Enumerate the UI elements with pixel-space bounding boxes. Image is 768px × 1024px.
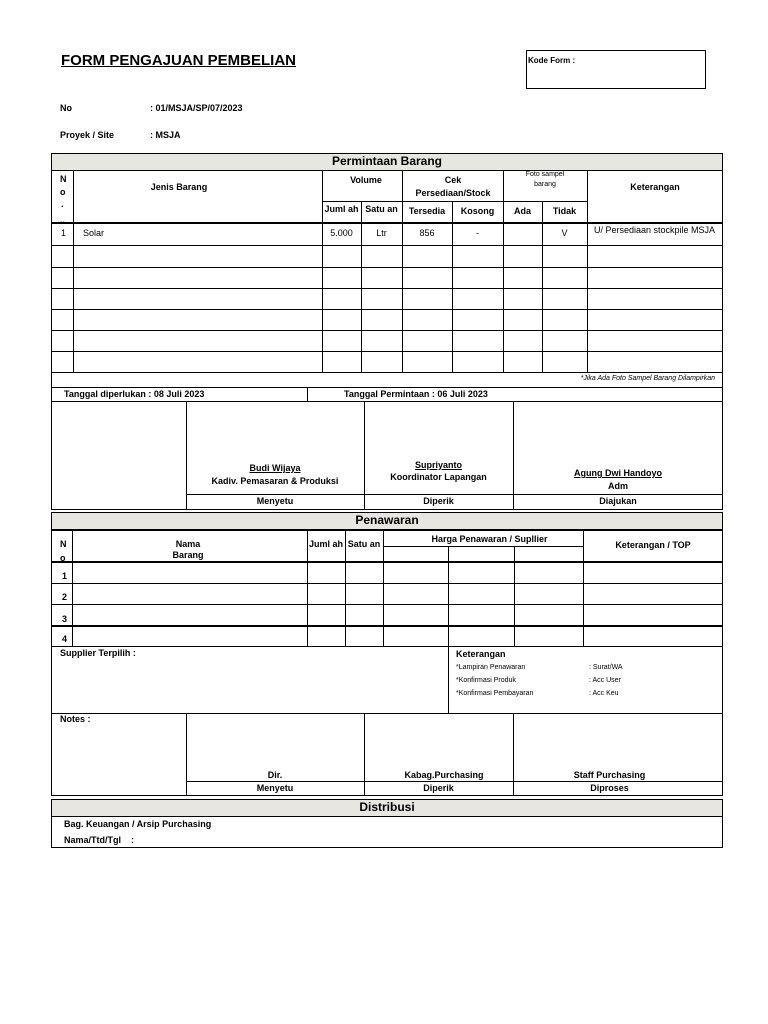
- pen-signer3-action: Diproses: [590, 783, 629, 793]
- row1-tersedia: 856: [419, 228, 435, 238]
- col-no-2: o: [60, 187, 66, 197]
- row1-keterangan: [594, 224, 720, 245]
- note2-value: : Acc User: [589, 677, 621, 684]
- kode-form-label: Kode Form :: [528, 56, 576, 65]
- note2-label: *Konfirmasi Produk: [456, 677, 516, 684]
- tanggal-permintaan: Tanggal Permintaan : 06 Juli 2023: [344, 389, 488, 399]
- row1-jumlah: 5.000: [330, 228, 353, 238]
- proyek-value: : MSJA: [150, 130, 181, 140]
- signer3-role: Adm: [608, 481, 628, 491]
- col-jumlah: [322, 204, 361, 222]
- row1-keterangan-text: U/ Persediaan stockpile MSJA: [594, 225, 716, 235]
- note1-label: *Lampiran Penawaran: [456, 664, 526, 671]
- foto-footnote: *Jika Ada Foto Sampel Barang Dilampirkan: [580, 375, 715, 382]
- penawaran-title: Penawaran: [355, 513, 419, 527]
- col-cek-text: Cek Persediaan/Stock: [415, 175, 491, 198]
- pen-row-2: 2: [62, 592, 68, 602]
- signer2-name: Supriyanto: [414, 460, 462, 470]
- no-label: No: [60, 103, 72, 113]
- tanggal-diperlukan: Tanggal diperlukan : 08 Juli 2023: [64, 389, 205, 399]
- pen-row-4: 4: [62, 634, 68, 644]
- no-value: : 01/MSJA/SP/07/2023: [150, 103, 243, 113]
- distribusi-line2: Nama/Ttd/Tgl :: [64, 835, 135, 845]
- signer1-action: Menyetu: [256, 496, 294, 506]
- pen-col-jumlah: [307, 539, 345, 561]
- pen-col-no-2: o: [60, 553, 66, 561]
- pen-signer2-action: Diperik: [423, 783, 454, 793]
- distribusi-line1: Bag. Keuangan / Arsip Purchasing: [64, 819, 212, 829]
- pen-col-nama: [160, 539, 216, 561]
- signer1-name: Budi Wijaya: [249, 463, 301, 473]
- pen-col-satuan: [345, 539, 383, 561]
- penawaran-section: [51, 512, 723, 796]
- pen-row-3: 3: [62, 614, 68, 624]
- pen-keterangan-label: Keterangan: [456, 649, 506, 659]
- col-volume: Volume: [350, 175, 382, 185]
- pen-row-1: 1: [62, 571, 68, 581]
- pen-signer1-action: Menyetu: [256, 783, 294, 793]
- col-keterangan: Keterangan: [630, 182, 680, 192]
- col-jenis-barang: Jenis Barang: [150, 182, 208, 192]
- signer1-role: Kadiv. Pemasaran & Produksi: [211, 476, 339, 486]
- note1-value: : Surat/WA: [589, 664, 623, 671]
- pen-col-keterangan: Keterangan / TOP: [615, 540, 691, 550]
- pen-col-no-1: N: [60, 539, 67, 549]
- col-no-3: .: [61, 199, 64, 209]
- note3-label: *Konfirmasi Pembayaran: [456, 690, 534, 697]
- notes-label: Notes :: [60, 714, 91, 724]
- pen-col-jumlah-text: Juml ah: [308, 539, 343, 549]
- row1-jenis: Solar: [83, 228, 105, 238]
- col-satuan-text: Satu an: [365, 204, 398, 214]
- note3-value: : Acc Keu: [589, 690, 619, 697]
- col-jumlah-text: Juml ah: [324, 204, 359, 214]
- signer3-name: Agung Dwi Handoyo: [574, 468, 662, 478]
- supplier-terpilih: Supplier Terpilih :: [60, 648, 136, 658]
- row1-tidak: V: [561, 228, 568, 238]
- pen-signer1-name: Dir.: [267, 770, 283, 780]
- proyek-label: Proyek / Site: [60, 130, 115, 140]
- permintaan-title: Permintaan Barang: [331, 154, 443, 168]
- signer2-action: Diperik: [423, 496, 454, 506]
- pen-signer3-name: Staff Purchasing: [573, 770, 646, 780]
- col-tidak: Tidak: [552, 206, 577, 216]
- col-foto: [519, 170, 571, 190]
- col-tersedia: Tersedia: [408, 206, 446, 216]
- col-ada: Ada: [513, 206, 531, 216]
- col-kosong: Kosong: [460, 206, 495, 216]
- row1-satuan: Ltr: [376, 228, 387, 238]
- col-foto-text: Foto sampel barang: [525, 171, 565, 188]
- pen-col-satuan-text: Satu an: [347, 539, 381, 549]
- row1-kosong: -: [476, 228, 479, 238]
- col-no-4: ..: [60, 215, 66, 222]
- pen-col-nama-text: Nama Barang: [172, 539, 204, 560]
- pen-col-harga: Harga Penawaran / Supllier: [431, 534, 548, 544]
- col-no-1: N: [60, 174, 67, 184]
- signer3-action: Diajukan: [599, 496, 637, 506]
- row1-no: 1: [61, 228, 67, 238]
- pen-signer2-name: Kabag.Purchasing: [404, 770, 484, 780]
- distribusi-title: Distribusi: [359, 800, 415, 814]
- form-title: FORM PENGAJUAN PEMBELIAN: [61, 52, 297, 69]
- col-satuan: [361, 204, 402, 222]
- signer2-role: Koordinator Lapangan: [390, 472, 487, 482]
- col-cek: [410, 174, 496, 200]
